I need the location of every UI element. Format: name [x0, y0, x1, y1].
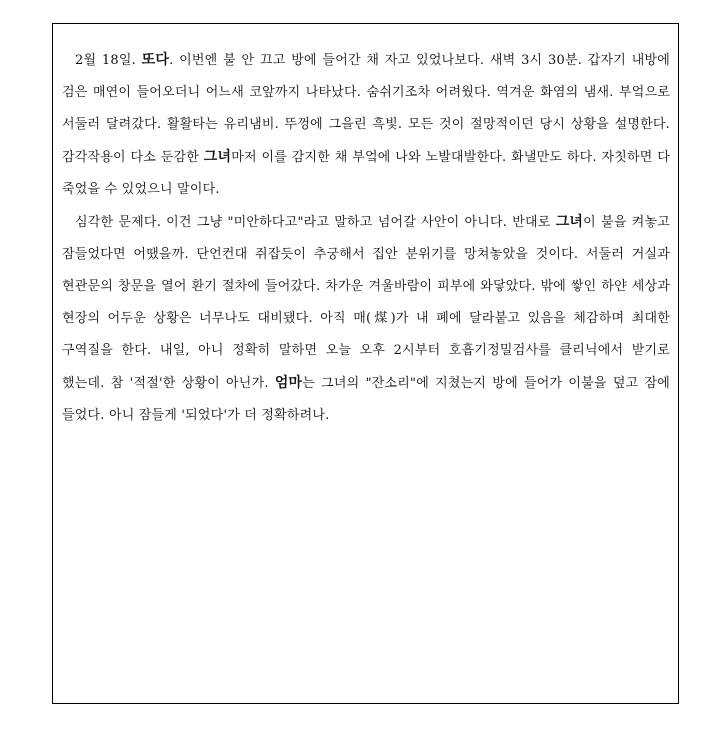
document-frame [52, 23, 679, 704]
document-body [62, 44, 670, 432]
bold-emphasis: 그녀 [203, 149, 232, 165]
text-segment: . 이번엔 불 안 끄고 방에 들어간 채 자고 있었나보다. 새벽 3시 30분. 갑자기 내방에 검은 매연이 들어오더니 어느새 코앞까지 나타났다. 숨쉬기조차 어려웠다. 역겨운 화염의 냄새. 부엌으로 서둘러 달려갔다. 활활타는 유리냄비. 뚜껑에 그을린 흑빛. 모든 것이 절망적이던 당시 상황을 설명한다. 감각작용이 다소 둔감한 [62, 53, 670, 165]
bold-emphasis: 또다 [141, 52, 170, 68]
text-segment: 이 불을 켜놓고 잠들었다면 어땠을까. 단언컨대 쥐잡듯이 추궁해서 집안 분위기를 망쳐놓았을 것이다. 서둘러 거실과 현관문의 창문을 열어 환기 절차에 들어갔다. 차가운 겨울바람이 피부에 와닿았다. 밖에 쌓인 하얀 세상과 현장의 어두운 상황은 너무나도 대비됐다. 아직 매(煤)가 내 폐에 달라붙고 있음을 체감하며 최대한 구역질을 한다. 내일, 아니 정확히 말하면 오늘 오후 2시부터 호흡기정밀검사를 클리닉에서 받기로 했는데. 참 '적절'한 상황이 아닌가. [62, 215, 670, 391]
text-segment: 마저 이를 감지한 채 부엌에 나와 노발대발한다. 화낼만도 하다. 자칫하면 다 죽었을 수 있었으니 말이다. [62, 150, 671, 197]
paragraph-2 [62, 206, 670, 432]
text-segment: 2월 18일. [75, 53, 142, 68]
bold-emphasis: 엄마 [274, 375, 303, 391]
paragraph-1 [62, 44, 670, 206]
text-segment: 심각한 문제다. 이건 그냥 "미안하다고"라고 말하고 넘어갈 사안이 아니다. 반대로 [75, 215, 556, 230]
text-segment: 는 그녀의 "잔소리"에 지쳤는지 방에 들어가 이불을 덮고 잠에 들었다. 아니 잠들게 '되었다'가 더 정확하려나. [62, 376, 670, 423]
bold-emphasis: 그녀 [555, 214, 584, 230]
